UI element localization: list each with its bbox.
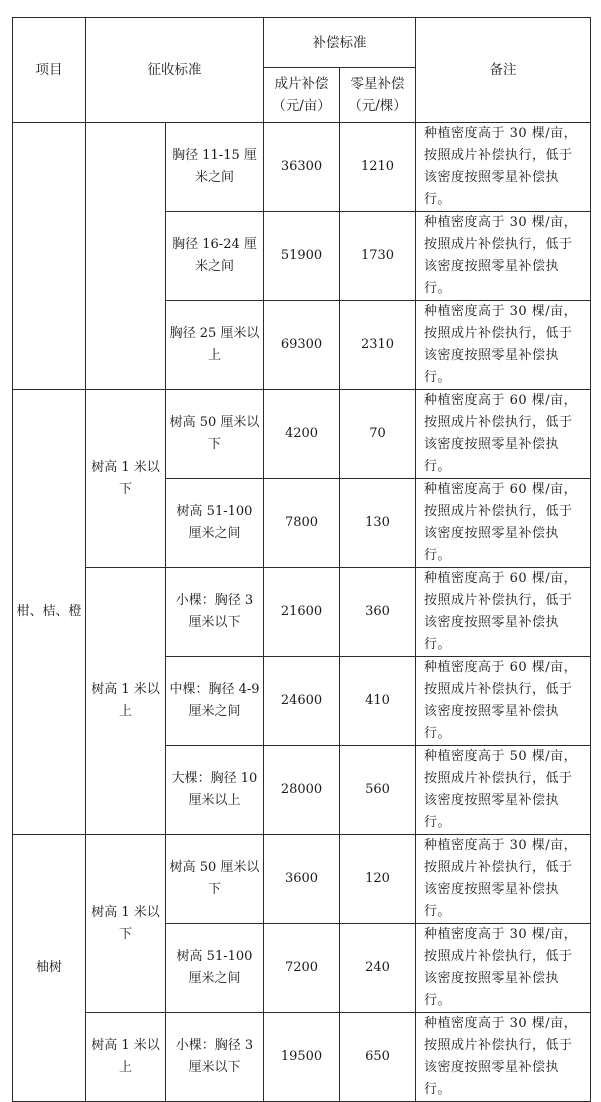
spec-cell: 小棵：胸径 3 厘米以下 xyxy=(166,568,264,657)
single-value: 560 xyxy=(340,746,416,835)
spec-cell: 大棵：胸径 10 厘米以上 xyxy=(166,746,264,835)
pomelo-sub-above-1m: 树高 1 米以上 xyxy=(86,1013,166,1102)
single-value: 1730 xyxy=(340,212,416,301)
pomelo-item-cell: 柚树 xyxy=(13,835,86,1102)
block-value: 7800 xyxy=(264,479,340,568)
spec-cell: 树高 51-100 厘米之间 xyxy=(166,924,264,1013)
spec-cell: 胸径 25 厘米以上 xyxy=(166,301,264,390)
block-value: 51900 xyxy=(264,212,340,301)
note-cell: 种植密度高于 30 棵/亩，按照成片补偿执行，低于该密度按照零星补偿执行。 xyxy=(416,924,591,1013)
block-value: 4200 xyxy=(264,390,340,479)
spec-cell: 树高 50 厘米以下 xyxy=(166,390,264,479)
note-cell: 种植密度高于 60 棵/亩，按照成片补偿执行，低于该密度按照零星补偿执行。 xyxy=(416,479,591,568)
header-single-compensation: 零星补偿 （元/棵） xyxy=(340,68,416,123)
block-value: 24600 xyxy=(264,657,340,746)
single-value: 2310 xyxy=(340,301,416,390)
spec-cell: 中棵：胸径 4-9 厘米之间 xyxy=(166,657,264,746)
citrus-sub-above-1m: 树高 1 米以上 xyxy=(86,568,166,835)
citrus-sub-below-1m: 树高 1 米以下 xyxy=(86,390,166,568)
note-cell: 种植密度高于 60 棵/亩，按照成片补偿执行，低于该密度按照零星补偿执行。 xyxy=(416,390,591,479)
single-value: 410 xyxy=(340,657,416,746)
note-cell: 种植密度高于 30 棵/亩，按照成片补偿执行，低于该密度按照零星补偿执行。 xyxy=(416,123,591,212)
header-compensation: 补偿标准 xyxy=(264,18,416,68)
block-value: 3600 xyxy=(264,835,340,924)
block-value: 19500 xyxy=(264,1013,340,1102)
compensation-table xyxy=(12,17,591,1102)
single-value: 240 xyxy=(340,924,416,1013)
single-value: 130 xyxy=(340,479,416,568)
single-value: 360 xyxy=(340,568,416,657)
header-note: 备注 xyxy=(416,18,591,123)
single-value: 70 xyxy=(340,390,416,479)
spec-cell: 树高 51-100 厘米之间 xyxy=(166,479,264,568)
note-cell: 种植密度高于 60 棵/亩，按照成片补偿执行，低于该密度按照零星补偿执行。 xyxy=(416,657,591,746)
empty-item-cell xyxy=(13,123,86,390)
header-item: 项目 xyxy=(13,18,86,123)
note-cell: 种植密度高于 30 棵/亩，按照成片补偿执行，低于该密度按照零星补偿执行。 xyxy=(416,301,591,390)
citrus-item-cell: 柑、桔、橙 xyxy=(13,390,86,835)
note-cell: 种植密度高于 30 棵/亩，按照成片补偿执行，低于该密度按照零星补偿执行。 xyxy=(416,212,591,301)
single-value: 120 xyxy=(340,835,416,924)
header-block-compensation: 成片补偿 （元/亩） xyxy=(264,68,340,123)
note-cell: 种植密度高于 30 棵/亩，按照成片补偿执行，低于该密度按照零星补偿执行。 xyxy=(416,835,591,924)
block-value: 69300 xyxy=(264,301,340,390)
single-value: 650 xyxy=(340,1013,416,1102)
block-value: 7200 xyxy=(264,924,340,1013)
block-value: 28000 xyxy=(264,746,340,835)
spec-cell: 胸径 11-15 厘米之间 xyxy=(166,123,264,212)
single-value: 1210 xyxy=(340,123,416,212)
spec-cell: 树高 50 厘米以下 xyxy=(166,835,264,924)
note-cell: 种植密度高于 60 棵/亩，按照成片补偿执行，低于该密度按照零星补偿执行。 xyxy=(416,568,591,657)
header-standard: 征收标准 xyxy=(86,18,264,123)
note-cell: 种植密度高于 50 棵/亩，按照成片补偿执行，低于该密度按照零星补偿执行。 xyxy=(416,746,591,835)
empty-sub-cell xyxy=(86,123,166,390)
note-cell: 种植密度高于 30 棵/亩，按照成片补偿执行，低于该密度按照零星补偿执行。 xyxy=(416,1013,591,1102)
block-value: 21600 xyxy=(264,568,340,657)
spec-cell: 胸径 16-24 厘米之间 xyxy=(166,212,264,301)
spec-cell: 小棵：胸径 3 厘米以下 xyxy=(166,1013,264,1102)
pomelo-sub-below-1m: 树高 1 米以下 xyxy=(86,835,166,1013)
block-value: 36300 xyxy=(264,123,340,212)
